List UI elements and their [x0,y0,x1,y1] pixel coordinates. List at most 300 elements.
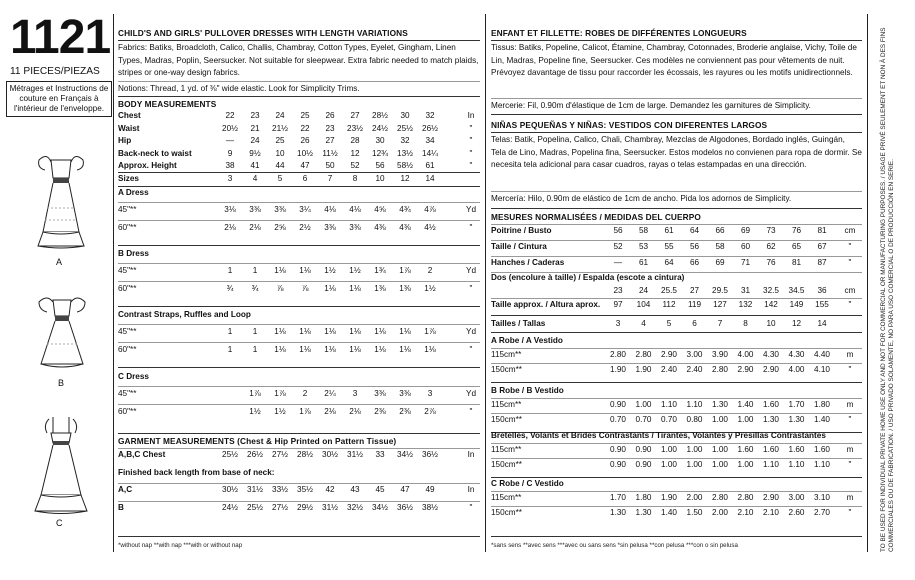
section-title: C Dress [118,372,149,381]
divider [118,281,480,282]
table-cell: 1⅛ [349,345,361,354]
divider [118,433,480,434]
table-cell: 1.70 [788,400,805,409]
table-cell: 1½ [349,266,361,275]
table-cell: 30 [375,136,385,146]
table-cell: 1 [252,327,258,336]
table-cell: 1.00 [737,460,754,469]
divider [118,220,480,221]
table-cell: 1⅛ [274,345,286,354]
table-cell: 21 [250,123,260,133]
english-title: CHILD'S AND GIRLS' PULLOVER DRESSES WITH LENGTH VARIATIONS [118,28,408,38]
table-cell: 2⅛ [224,223,236,232]
divider [118,501,480,502]
divider [118,263,480,264]
table-cell: 2 [427,266,433,275]
unit-cell: " [848,300,852,309]
table-cell: 76 [791,226,802,235]
table-cell: 155 [815,300,829,309]
table-cell: 60 [740,242,751,251]
table-cell: 62 [766,242,776,251]
table-cell: 1.00 [661,460,677,469]
table-cell: 58 [638,226,649,235]
section-title: Bretelles, Volants et Brides Contrastants / Tirantes, Volantes y Presillas Contrastantes [491,431,826,440]
table-row [491,242,864,254]
section-title: B Robe / B Vestido [491,386,564,395]
divider [491,191,862,192]
table-cell: 119 [687,300,702,309]
table-cell: 3.10 [814,493,830,502]
table-cell: 1⅞ [424,327,436,336]
garment-measurements-header: GARMENT MEASUREMENTS (Chest & Hip Printed on Pattern Tissue) [118,436,397,446]
table-cell: 1⅛ [299,266,311,275]
table-cell: 3 [227,174,233,183]
metric-header: MESURES NORMALISÉES / MEDIDAS DEL CUERPO [491,212,701,222]
table-cell: 29.5 [712,286,728,295]
table-cell: 1.90 [661,493,677,502]
divider [491,98,862,99]
row-label: 60"** [118,284,137,293]
divider [491,40,862,41]
table-cell: 4⅛ [349,205,361,214]
table-cell: 1.40 [661,508,677,517]
table-cell: 1⅞ [299,407,311,416]
divider [118,172,480,173]
table-cell: 142 [764,300,778,309]
table-cell: 3⅜ [249,205,261,214]
french-tissus: Tissus: Batiks, Popeline, Calicot, Étamine, Chambray, Cotonnades, Broderie anglaise, Vichy, Toile de Lin, Madras, Popeline fine, Seersucker. Ces modèles ne conviennent pas pour vêtements de nuit. Prévoyez davantage de tissu pour raccorder les écossais, les rayures ou les motifs unidirectionnels. [491,43,857,78]
table-cell: 26 [325,111,335,120]
table-cell: 1⅞ [249,389,261,398]
table-cell: 2⅛ [349,407,361,416]
table-cell: 1.30 [610,508,626,517]
unit-cell: " [469,284,473,293]
table-cell: 26½ [247,450,263,459]
french-mercerie: Mercerie: Fil, 0.90m d'élastique de 1cm de large. Demandez les garnitures de Simplicity. [491,101,811,110]
table-cell: 1.00 [712,460,728,469]
table-row [118,136,485,148]
section-title: A Dress [118,188,149,197]
table-cell: 23½ [347,123,363,133]
row-label: 150cm** [491,365,522,374]
table-cell: 3⅜ [274,205,286,214]
row-label: 115cm** [491,350,522,359]
unit-cell: " [469,407,473,416]
row-label: 115cm** [491,493,522,502]
table-cell: 12 [350,148,360,158]
table-cell: 36½ [397,503,413,512]
unit-cell: " [848,415,852,424]
table-cell: 1⅛ [274,327,286,336]
table-cell: 44 [275,161,285,171]
body-measurements-header: BODY MEASUREMENTS [118,99,217,109]
table-cell: 45 [375,485,385,494]
unit-cell: " [469,345,473,354]
pattern-number: 1121 [10,11,111,64]
unit-cell: m [846,493,854,502]
table-cell: 2⅛ [324,407,336,416]
table-cell: 23 [325,123,335,133]
table-cell: 2.80 [712,493,728,502]
table-cell: 24 [275,111,285,120]
table-cell: 6 [302,174,308,183]
view-c-illustration [25,413,97,523]
table-cell: 127 [713,300,727,309]
row-label: Taille / Cintura [491,242,547,251]
table-row [118,345,485,357]
table-row [491,226,864,238]
table-cell: 1 [252,266,258,275]
unit-cell: " [469,503,473,512]
table-cell: 33½ [272,485,288,494]
table-cell: 2.10 [763,508,779,517]
table-cell: 0.80 [686,415,703,424]
table-cell: 4⅛ [324,205,336,214]
table-cell: 1.40 [737,400,754,409]
table-cell: 1.60 [763,400,779,409]
table-cell: ⅞ [301,284,309,293]
table-cell: 1⅛ [274,266,286,275]
table-cell: 87 [817,258,827,267]
table-cell: 1½ [324,266,336,275]
table-cell: 55 [664,242,674,251]
table-cell: 27 [325,136,335,146]
table-row [491,415,864,427]
divider [113,14,114,552]
table-row [118,111,485,123]
table-cell: 4⅝ [374,205,386,214]
table-cell: 1.80 [814,400,830,409]
table-cell: 52 [613,242,623,251]
table-cell: 31 [740,286,751,295]
table-cell: 10 [766,319,776,328]
table-row [118,205,485,217]
divider [118,483,480,484]
table-cell: 2.40 [686,365,703,374]
row-label: 45"** [118,389,137,398]
view-c-label: C [56,518,63,528]
table-cell: 1⅛ [399,327,411,336]
divider [491,413,862,414]
view-a-label: A [56,257,63,267]
metric-footnote: *sans sens **avec sens ***avec ou sans sens *sin pelusa **con pelusa ***con o sin pelusa [491,542,738,549]
spanish-title: NIÑAS PEQUEÑAS Y NIÑAS: VESTIDOS CON DIFERENTES LARGOS [491,120,768,130]
table-cell: 41 [250,161,260,171]
table-cell: 20½ [222,123,238,133]
table-cell: 25 [275,136,285,146]
table-cell: 49 [425,485,435,494]
table-cell: 27 [350,111,360,120]
table-cell: 3¼ [299,205,311,214]
table-cell: 1.90 [635,365,652,374]
table-cell: 61 [425,161,435,171]
table-cell: 2.00 [712,508,728,517]
table-cell: 14 [425,174,435,183]
unit-cell: m [846,400,854,409]
unit-cell: m [846,350,854,359]
table-cell: 2.80 [712,365,728,374]
table-cell: 25 [300,111,310,120]
section-title: B Dress [118,249,149,258]
table-cell: 14¼ [422,148,438,158]
divider [491,332,862,333]
table-cell: 132 [738,300,753,309]
table-cell: 1.10 [661,400,677,409]
french-title: ENFANT ET FILLETTE: ROBES DE DIFFÉRENTES LONGUEURS [491,28,747,38]
table-cell: 31½ [322,503,338,512]
table-cell: 1.00 [635,400,652,409]
table-cell: 47 [400,485,410,494]
view-a-illustration [25,148,97,258]
unit-cell: Yd [465,327,476,336]
table-row [491,300,864,312]
table-row [491,350,864,362]
table-cell: 1⅛ [374,327,386,336]
table-cell: 1⅞ [399,266,411,275]
row-label: Chest [118,111,141,120]
row-label: A,C [118,485,133,494]
table-row [491,460,864,472]
table-cell: 1.50 [686,508,703,517]
table-cell: 3⅜ [324,223,336,232]
unit-cell: " [469,136,473,146]
row-label: 150cm** [491,508,522,517]
row-label: 115cm** [491,400,522,409]
row-label: Poitrine / Busto [491,226,552,235]
table-cell: 1.10 [763,460,779,469]
divider [491,363,862,364]
table-cell: 3 [427,389,433,398]
table-cell: 67 [817,242,827,251]
row-label: Hanches / Caderas [491,258,565,267]
table-cell: — [225,136,235,146]
table-cell: 2.80 [610,350,626,359]
table-cell: 1.00 [661,445,677,454]
table-cell: 2.00 [686,493,703,502]
table-cell: 1½ [274,407,286,416]
pieces-count: 11 PIECES/PIEZAS [10,66,100,77]
table-cell: 97 [613,300,623,309]
view-b-illustration [27,292,97,372]
table-cell: 2.90 [737,365,754,374]
table-cell: 1 [227,327,233,336]
divider [118,186,480,187]
table-cell: 4.00 [737,350,754,359]
divider [485,14,486,552]
table-cell: 53 [638,242,649,251]
table-cell: 104 [636,300,651,309]
table-cell: 34 [425,136,435,146]
row-label: A,B,C Chest [118,450,166,459]
divider [491,443,862,444]
table-cell: 0.90 [610,460,626,469]
table-cell: 3⅛ [224,205,236,214]
row-label: 45"** [118,327,137,336]
table-cell: 4⅜ [374,223,386,232]
table-cell: 0.90 [635,460,652,469]
table-cell: 31½ [247,485,263,494]
divider [118,324,480,325]
unit-cell: " [848,460,852,469]
table-cell: 2.10 [737,508,754,517]
table-cell: 1.60 [788,445,805,454]
row-label: Sizes [118,174,139,183]
table-cell: 64 [664,258,674,267]
table-cell: 1.00 [712,445,728,454]
table-cell: 25½ [222,450,238,459]
table-cell: 25½ [247,503,263,512]
table-cell: 34½ [397,450,413,459]
unit-cell: " [848,365,852,374]
table-cell: 43 [350,485,360,494]
table-cell: 1⅛ [299,345,311,354]
english-footnote: *without nap **with nap ***with or without nap [118,542,243,549]
table-cell: 3.00 [686,350,703,359]
section-title: C Robe / C Vestido [491,479,564,488]
table-cell: 0.70 [635,415,652,424]
table-cell: 36½ [422,450,438,459]
section-title: A Robe / A Vestido [491,336,563,345]
divider [118,404,480,405]
table-row [491,365,864,377]
table-cell: 6 [692,319,697,328]
table-cell: 28 [350,136,360,146]
table-cell: 1.60 [763,445,779,454]
table-cell: 2⅜ [374,407,386,416]
table-cell: 28½ [372,111,388,120]
table-cell: 1⅛ [324,284,336,293]
table-cell: 4⅜ [399,223,411,232]
table-cell: 2.60 [788,508,805,517]
table-cell: 7 [717,319,723,328]
divider [491,382,862,383]
table-cell: 24 [638,286,649,295]
divider [118,386,480,387]
table-cell: 1⅛ [349,327,361,336]
table-cell: 12 [400,174,410,183]
table-cell: 29½ [297,503,313,512]
table-cell: 9½ [249,148,261,158]
unit-cell: In [467,111,475,120]
table-cell: 33 [375,450,385,459]
row-label: 60"** [118,345,137,354]
table-cell: 58½ [397,161,413,171]
unit-cell: Yd [465,389,476,398]
table-cell: 4 [252,174,258,183]
table-cell: 1.90 [610,365,626,374]
row-label: B [118,503,124,512]
table-cell: 1.60 [737,445,754,454]
table-cell: 3.00 [788,493,805,502]
table-cell: 1.30 [788,415,805,424]
divider [491,477,862,478]
unit-cell: Yd [465,205,476,214]
table-cell: 64 [689,226,700,235]
table-cell: 4½ [424,223,436,232]
table-row [491,319,864,331]
table-row [118,327,485,339]
row-label: 60"** [118,407,137,416]
divider [491,506,862,507]
table-cell: 76 [766,258,776,267]
table-cell: 24½ [372,123,388,133]
table-cell: 32 [425,111,435,120]
divider [491,240,862,241]
table-cell: 5 [277,174,283,183]
table-cell: 1.10 [814,460,830,469]
table-row [118,124,485,136]
table-row [118,284,485,296]
table-cell: 65 [791,242,802,251]
table-cell: 3 [352,389,358,398]
table-cell: 81 [791,258,802,267]
table-cell: 2.80 [737,493,754,502]
table-cell: — [613,258,623,267]
table-cell: 2 [302,389,308,398]
table-cell: 1.00 [686,460,703,469]
table-cell: 0.90 [610,400,626,409]
table-cell: 32.5 [763,286,779,295]
table-cell: 0.90 [610,445,626,454]
table-cell: 30½ [222,485,238,494]
unit-cell: " [469,223,473,232]
table-row [491,258,864,270]
table-row [491,493,864,505]
table-cell: 42 [325,485,335,494]
table-row [118,389,485,401]
divider [491,398,862,399]
table-cell: 56 [689,242,700,251]
table-cell: 58 [715,242,725,251]
unit-cell: m [846,445,854,454]
table-row [491,286,864,298]
spanish-telas: Telas: Batik, Popelina, Calico, Chali, Chambray, Mezclas de Algodones, Bordado inglés, Guingán, Tela de Lino, Madras, Popelina fina, Seersucker. Estos modelos no convienen para ropa de dormir. Se necesita tela adicional para casar cuadros, rayas o telas estampadas en una dirección. [491,135,862,170]
table-cell: 28½ [297,450,313,459]
unit-cell: " [848,258,852,267]
table-cell: 10 [275,148,285,158]
table-cell: 34½ [372,503,388,512]
table-cell: 1⅛ [299,327,311,336]
table-cell: 69 [715,258,725,267]
table-cell: 2½ [299,223,311,232]
table-cell: 69 [740,226,751,235]
row-label: 45"** [118,205,137,214]
divider [491,315,862,316]
table-cell: 1.00 [737,415,754,424]
table-cell: 27½ [272,503,288,512]
table-cell: 61 [638,258,649,267]
unit-cell: cm [844,226,856,235]
table-cell: 4.10 [814,365,830,374]
unit-cell: Yd [465,266,476,275]
divider [867,14,868,552]
divider [491,298,862,299]
table-cell: 23 [250,111,260,120]
divider [491,132,862,133]
divider [118,342,480,343]
legal-side-text: TO BE USED FOR INDIVIDUAL PRIVATE HOME USE ONLY AND NOT FOR COMMERCIAL OR MANUFACTURING PURPOSES. / USAGE PRIVÉ SEULEMENT ET NON À DES FINS COMMERCIALES OU DE FABRICATION. / USO PRIVADO SOLAMENTE, NO PARA USO COMERCIAL O DE PRODUCCIÓN EN SERIE. [880,27,895,552]
table-cell: 12 [791,319,802,328]
table-cell: 0.90 [635,445,652,454]
table-cell: 1⅛ [399,345,411,354]
table-cell: 56 [375,161,385,171]
divider [118,81,480,82]
table-cell: 9 [227,148,233,158]
table-cell: 1.00 [686,445,703,454]
table-cell: 22 [225,111,235,120]
table-cell: 22 [300,123,310,133]
table-cell: 24 [250,136,260,146]
